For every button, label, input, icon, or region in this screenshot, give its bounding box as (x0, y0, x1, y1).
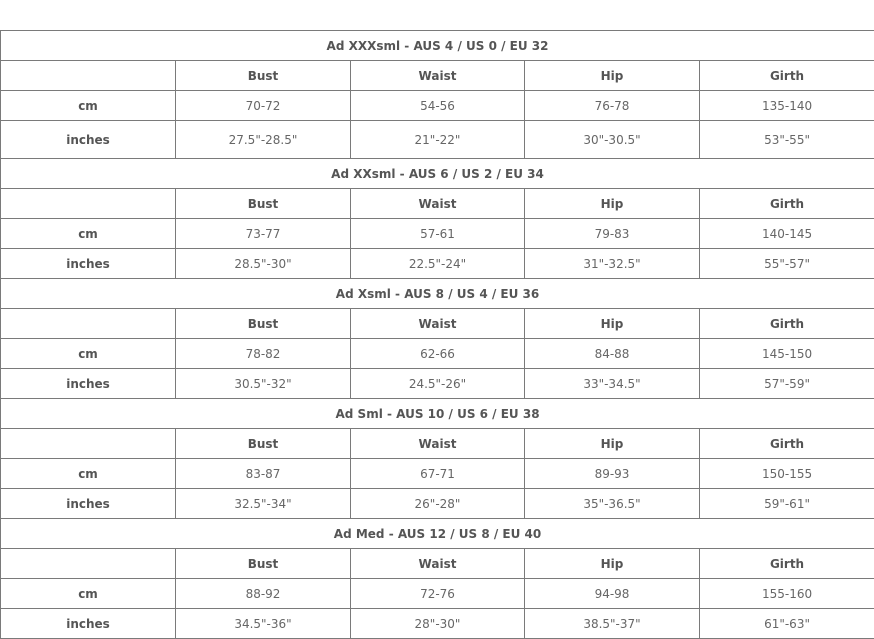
value-cell: 140-145 (700, 219, 874, 249)
value-cell: 150-155 (700, 459, 874, 489)
section-title-row (1, 31, 874, 61)
value-cell: 94-98 (525, 579, 700, 609)
inches-row (1, 609, 874, 639)
header-waist: Waist (351, 61, 525, 91)
section-title-row (1, 159, 874, 189)
unit-label-cm: cm (1, 579, 176, 609)
value-cell: 27.5"-28.5" (176, 121, 351, 159)
value-cell: 53"-55" (700, 121, 874, 159)
header-row (1, 429, 874, 459)
inches-row (1, 121, 874, 159)
header-hip: Hip (525, 309, 700, 339)
header-waist: Waist (351, 309, 525, 339)
inches-row (1, 369, 874, 399)
value-cell: 38.5"-37" (525, 609, 700, 639)
value-cell: 33"-34.5" (525, 369, 700, 399)
value-cell: 78-82 (176, 339, 351, 369)
section-title: Ad XXsml - AUS 6 / US 2 / EU 34 (1, 159, 874, 189)
value-cell: 155-160 (700, 579, 874, 609)
unit-label-inches: inches (1, 369, 176, 399)
unit-label-cm: cm (1, 339, 176, 369)
section-title: Ad Sml - AUS 10 / US 6 / EU 38 (1, 399, 874, 429)
value-cell: 83-87 (176, 459, 351, 489)
unit-label-inches: inches (1, 489, 176, 519)
value-cell: 54-56 (351, 91, 525, 121)
value-cell: 31"-32.5" (525, 249, 700, 279)
header-row (1, 309, 874, 339)
value-cell: 21"-22" (351, 121, 525, 159)
empty-header-cell (1, 309, 176, 339)
header-waist: Waist (351, 549, 525, 579)
empty-header-cell (1, 429, 176, 459)
header-bust: Bust (176, 309, 351, 339)
value-cell: 84-88 (525, 339, 700, 369)
header-girth: Girth (700, 429, 874, 459)
value-cell: 72-76 (351, 579, 525, 609)
value-cell: 34.5"-36" (176, 609, 351, 639)
unit-label-cm: cm (1, 459, 176, 489)
header-girth: Girth (700, 189, 874, 219)
header-waist: Waist (351, 189, 525, 219)
value-cell: 55"-57" (700, 249, 874, 279)
section-title-row (1, 279, 874, 309)
value-cell: 32.5"-34" (176, 489, 351, 519)
value-cell: 28"-30" (351, 609, 525, 639)
value-cell: 70-72 (176, 91, 351, 121)
value-cell: 28.5"-30" (176, 249, 351, 279)
value-cell: 89-93 (525, 459, 700, 489)
empty-header-cell (1, 61, 176, 91)
cm-row (1, 459, 874, 489)
value-cell: 57"-59" (700, 369, 874, 399)
value-cell: 35"-36.5" (525, 489, 700, 519)
unit-label-cm: cm (1, 219, 176, 249)
cm-row (1, 339, 874, 369)
value-cell: 57-61 (351, 219, 525, 249)
header-hip: Hip (525, 61, 700, 91)
value-cell: 67-71 (351, 459, 525, 489)
value-cell: 59"-61" (700, 489, 874, 519)
section-title: Ad XXXsml - AUS 4 / US 0 / EU 32 (1, 31, 874, 61)
value-cell: 88-92 (176, 579, 351, 609)
empty-header-cell (1, 189, 176, 219)
header-row (1, 61, 874, 91)
header-girth: Girth (700, 309, 874, 339)
header-bust: Bust (176, 189, 351, 219)
header-bust: Bust (176, 549, 351, 579)
header-girth: Girth (700, 61, 874, 91)
inches-row (1, 489, 874, 519)
header-girth: Girth (700, 549, 874, 579)
value-cell: 76-78 (525, 91, 700, 121)
section-title-row (1, 399, 874, 429)
header-waist: Waist (351, 429, 525, 459)
header-row (1, 189, 874, 219)
size-chart-table (0, 30, 874, 639)
value-cell: 145-150 (700, 339, 874, 369)
section-title: Ad Med - AUS 12 / US 8 / EU 40 (1, 519, 874, 549)
section-title-row (1, 519, 874, 549)
value-cell: 79-83 (525, 219, 700, 249)
value-cell: 30"-30.5" (525, 121, 700, 159)
inches-row (1, 249, 874, 279)
cm-row (1, 91, 874, 121)
header-bust: Bust (176, 61, 351, 91)
unit-label-inches: inches (1, 609, 176, 639)
value-cell: 24.5"-26" (351, 369, 525, 399)
value-cell: 73-77 (176, 219, 351, 249)
section-title: Ad Xsml - AUS 8 / US 4 / EU 36 (1, 279, 874, 309)
unit-label-inches: inches (1, 121, 176, 159)
header-hip: Hip (525, 549, 700, 579)
header-hip: Hip (525, 189, 700, 219)
value-cell: 135-140 (700, 91, 874, 121)
unit-label-cm: cm (1, 91, 176, 121)
value-cell: 61"-63" (700, 609, 874, 639)
value-cell: 26"-28" (351, 489, 525, 519)
value-cell: 30.5"-32" (176, 369, 351, 399)
empty-header-cell (1, 549, 176, 579)
cm-row (1, 219, 874, 249)
value-cell: 62-66 (351, 339, 525, 369)
header-bust: Bust (176, 429, 351, 459)
cm-row (1, 579, 874, 609)
value-cell: 22.5"-24" (351, 249, 525, 279)
unit-label-inches: inches (1, 249, 176, 279)
header-row (1, 549, 874, 579)
header-hip: Hip (525, 429, 700, 459)
